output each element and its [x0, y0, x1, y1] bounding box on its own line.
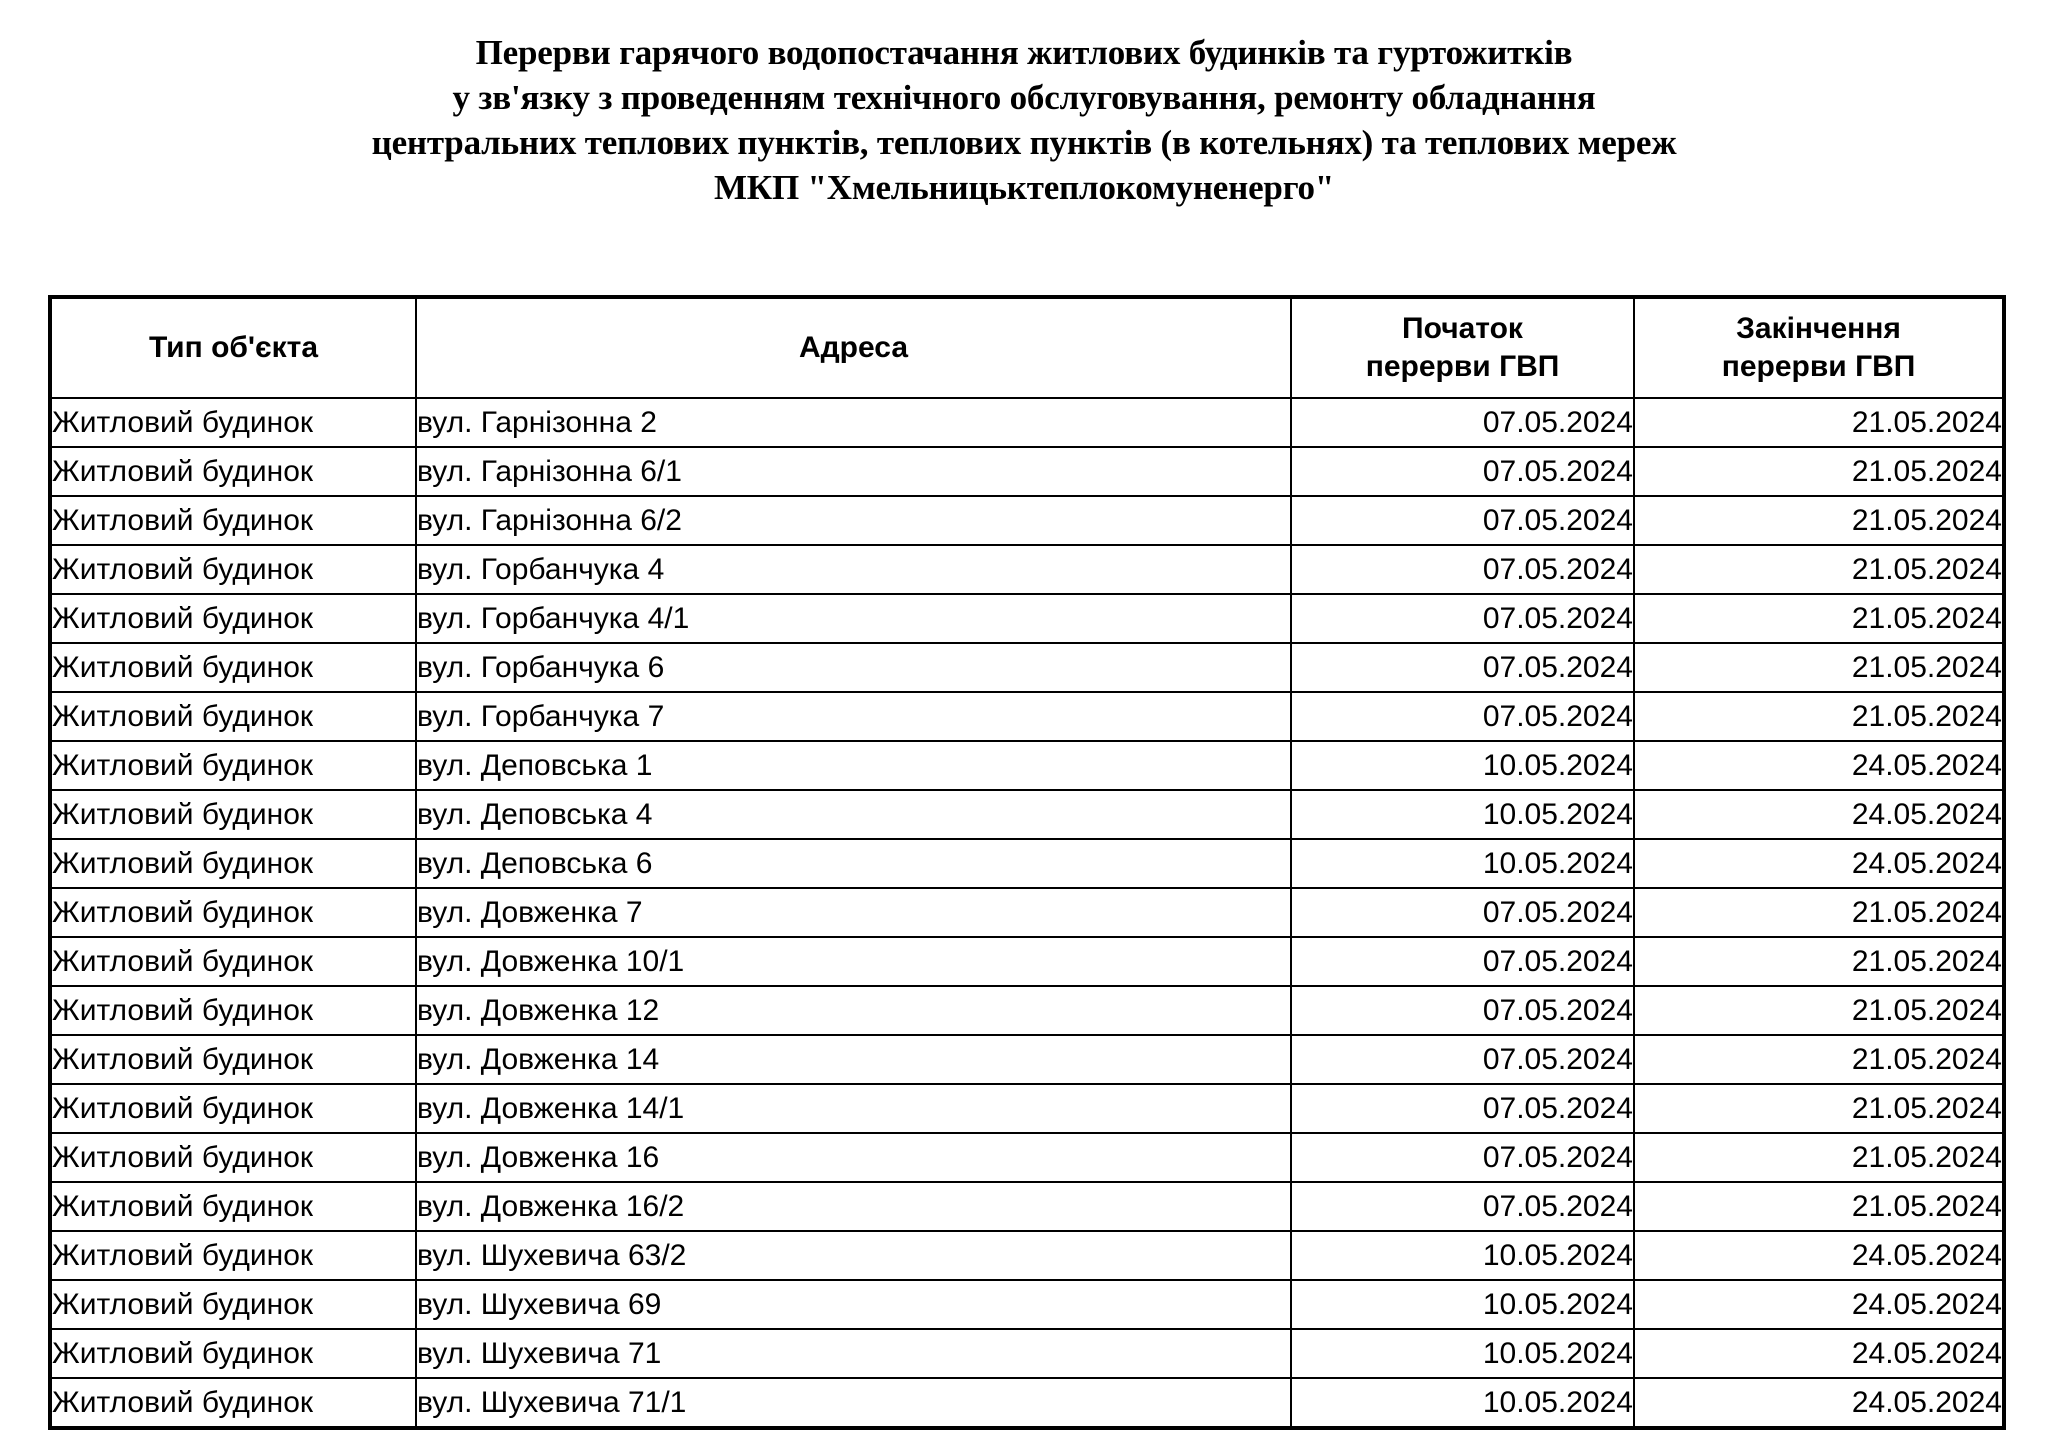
cell-address: вул. Деповська 4	[416, 790, 1291, 839]
cell-outage-end: 21.05.2024	[1634, 1133, 2004, 1182]
cell-address: вул. Довженка 10/1	[416, 937, 1291, 986]
cell-address: вул. Деповська 1	[416, 741, 1291, 790]
cell-outage-end: 21.05.2024	[1634, 1182, 2004, 1231]
cell-object-type: Житловий будинок	[50, 1182, 416, 1231]
cell-outage-start: 07.05.2024	[1291, 1133, 1634, 1182]
cell-object-type: Житловий будинок	[50, 1280, 416, 1329]
column-header-outage-end	[1634, 297, 2004, 398]
cell-object-type: Житловий будинок	[50, 643, 416, 692]
cell-object-type: Житловий будинок	[50, 741, 416, 790]
cell-outage-end: 21.05.2024	[1634, 1035, 2004, 1084]
table-row	[50, 1035, 2004, 1084]
cell-outage-end: 24.05.2024	[1634, 1280, 2004, 1329]
cell-outage-start: 07.05.2024	[1291, 398, 1634, 447]
cell-outage-start: 10.05.2024	[1291, 1231, 1634, 1280]
column-header-object-type	[50, 297, 416, 398]
cell-outage-start: 07.05.2024	[1291, 545, 1634, 594]
table-row	[50, 1280, 2004, 1329]
cell-outage-end: 21.05.2024	[1634, 1084, 2004, 1133]
cell-outage-end: 21.05.2024	[1634, 986, 2004, 1035]
cell-outage-end: 24.05.2024	[1634, 839, 2004, 888]
cell-outage-end: 21.05.2024	[1634, 937, 2004, 986]
cell-outage-end: 24.05.2024	[1634, 1329, 2004, 1378]
cell-outage-start: 07.05.2024	[1291, 937, 1634, 986]
title-line-1: Перерви гарячого водопостачання житлових будинків та гуртожитків	[475, 33, 1573, 72]
cell-outage-end: 21.05.2024	[1634, 643, 2004, 692]
table-row	[50, 839, 2004, 888]
cell-object-type: Житловий будинок	[50, 839, 416, 888]
cell-outage-start: 07.05.2024	[1291, 986, 1634, 1035]
cell-outage-start: 10.05.2024	[1291, 1378, 1634, 1428]
table-row	[50, 1231, 2004, 1280]
hot-water-outage-schedule-table	[48, 295, 2006, 1430]
cell-outage-start: 07.05.2024	[1291, 1182, 1634, 1231]
cell-address: вул. Горбанчука 4/1	[416, 594, 1291, 643]
cell-object-type: Житловий будинок	[50, 496, 416, 545]
cell-outage-start: 10.05.2024	[1291, 790, 1634, 839]
cell-outage-start: 10.05.2024	[1291, 741, 1634, 790]
table-row	[50, 1133, 2004, 1182]
cell-address: вул. Шухевича 71/1	[416, 1378, 1291, 1428]
cell-object-type: Житловий будинок	[50, 1231, 416, 1280]
cell-address: вул. Довженка 12	[416, 986, 1291, 1035]
column-header-address	[416, 297, 1291, 398]
cell-outage-end: 24.05.2024	[1634, 741, 2004, 790]
cell-object-type: Житловий будинок	[50, 692, 416, 741]
schedule-table-container	[48, 295, 2002, 1430]
cell-object-type: Житловий будинок	[50, 1035, 416, 1084]
table-row	[50, 398, 2004, 447]
cell-outage-start: 07.05.2024	[1291, 1084, 1634, 1133]
cell-address: вул. Довженка 16	[416, 1133, 1291, 1182]
cell-address: вул. Горбанчука 7	[416, 692, 1291, 741]
cell-outage-start: 07.05.2024	[1291, 692, 1634, 741]
cell-object-type: Житловий будинок	[50, 1084, 416, 1133]
table-row	[50, 692, 2004, 741]
cell-object-type: Житловий будинок	[50, 1378, 416, 1428]
column-header-outage-start-line1: Початок	[1402, 312, 1523, 345]
cell-outage-end: 24.05.2024	[1634, 1231, 2004, 1280]
table-row	[50, 1084, 2004, 1133]
table-header	[50, 297, 2004, 398]
cell-object-type: Житловий будинок	[50, 986, 416, 1035]
cell-address: вул. Гарнізонна 6/2	[416, 496, 1291, 545]
cell-address: вул. Довженка 7	[416, 888, 1291, 937]
table-row	[50, 790, 2004, 839]
table-row	[50, 545, 2004, 594]
cell-address: вул. Шухевича 63/2	[416, 1231, 1291, 1280]
column-header-outage-start	[1291, 297, 1634, 398]
cell-object-type: Житловий будинок	[50, 398, 416, 447]
cell-outage-start: 07.05.2024	[1291, 1035, 1634, 1084]
cell-outage-start: 07.05.2024	[1291, 643, 1634, 692]
cell-outage-start: 07.05.2024	[1291, 447, 1634, 496]
cell-address: вул. Гарнізонна 2	[416, 398, 1291, 447]
title-line-3: центральних теплових пунктів, теплових пунктів (в котельнях) та теплових мереж	[371, 123, 1677, 162]
cell-object-type: Житловий будинок	[50, 1329, 416, 1378]
table-row	[50, 496, 2004, 545]
cell-outage-start: 10.05.2024	[1291, 1280, 1634, 1329]
table-row	[50, 643, 2004, 692]
table-body	[50, 398, 2004, 1428]
cell-outage-start: 10.05.2024	[1291, 839, 1634, 888]
cell-object-type: Житловий будинок	[50, 447, 416, 496]
table-row	[50, 986, 2004, 1035]
cell-outage-start: 07.05.2024	[1291, 594, 1634, 643]
cell-outage-start: 10.05.2024	[1291, 1329, 1634, 1378]
cell-object-type: Житловий будинок	[50, 790, 416, 839]
cell-address: вул. Довженка 14	[416, 1035, 1291, 1084]
cell-outage-end: 21.05.2024	[1634, 888, 2004, 937]
cell-outage-end: 21.05.2024	[1634, 496, 2004, 545]
cell-address: вул. Деповська 6	[416, 839, 1291, 888]
cell-address: вул. Шухевича 69	[416, 1280, 1291, 1329]
column-header-address-label: Адреса	[798, 331, 909, 364]
cell-outage-end: 24.05.2024	[1634, 1378, 2004, 1428]
document-title	[0, 0, 2048, 210]
cell-address: вул. Шухевича 71	[416, 1329, 1291, 1378]
cell-outage-end: 24.05.2024	[1634, 790, 2004, 839]
cell-object-type: Житловий будинок	[50, 888, 416, 937]
table-row	[50, 594, 2004, 643]
column-header-outage-end-line1: Закінчення	[1736, 312, 1901, 345]
table-row	[50, 888, 2004, 937]
table-row	[50, 1378, 2004, 1428]
cell-outage-end: 21.05.2024	[1634, 545, 2004, 594]
table-row	[50, 741, 2004, 790]
title-line-2: у зв'язку з проведенням технічного обслуговування, ремонту обладнання	[452, 78, 1596, 117]
column-header-object-type-label: Тип об'єкта	[148, 331, 319, 364]
title-line-4: МКП "Хмельницьктеплокомуненерго"	[713, 168, 1335, 207]
cell-outage-end: 21.05.2024	[1634, 447, 2004, 496]
column-header-outage-start-line2: перерви ГВП	[1365, 350, 1560, 383]
table-row	[50, 1182, 2004, 1231]
cell-outage-start: 07.05.2024	[1291, 496, 1634, 545]
table-row	[50, 447, 2004, 496]
column-header-outage-end-line2: перерви ГВП	[1721, 350, 1916, 383]
cell-outage-start: 07.05.2024	[1291, 888, 1634, 937]
cell-address: вул. Гарнізонна 6/1	[416, 447, 1291, 496]
cell-object-type: Житловий будинок	[50, 1133, 416, 1182]
table-header-row	[50, 297, 2004, 398]
cell-outage-end: 21.05.2024	[1634, 398, 2004, 447]
table-row	[50, 1329, 2004, 1378]
table-row	[50, 937, 2004, 986]
cell-object-type: Житловий будинок	[50, 545, 416, 594]
cell-address: вул. Горбанчука 6	[416, 643, 1291, 692]
cell-object-type: Житловий будинок	[50, 937, 416, 986]
cell-address: вул. Довженка 16/2	[416, 1182, 1291, 1231]
cell-address: вул. Горбанчука 4	[416, 545, 1291, 594]
cell-outage-end: 21.05.2024	[1634, 594, 2004, 643]
cell-object-type: Житловий будинок	[50, 594, 416, 643]
cell-address: вул. Довженка 14/1	[416, 1084, 1291, 1133]
cell-outage-end: 21.05.2024	[1634, 692, 2004, 741]
